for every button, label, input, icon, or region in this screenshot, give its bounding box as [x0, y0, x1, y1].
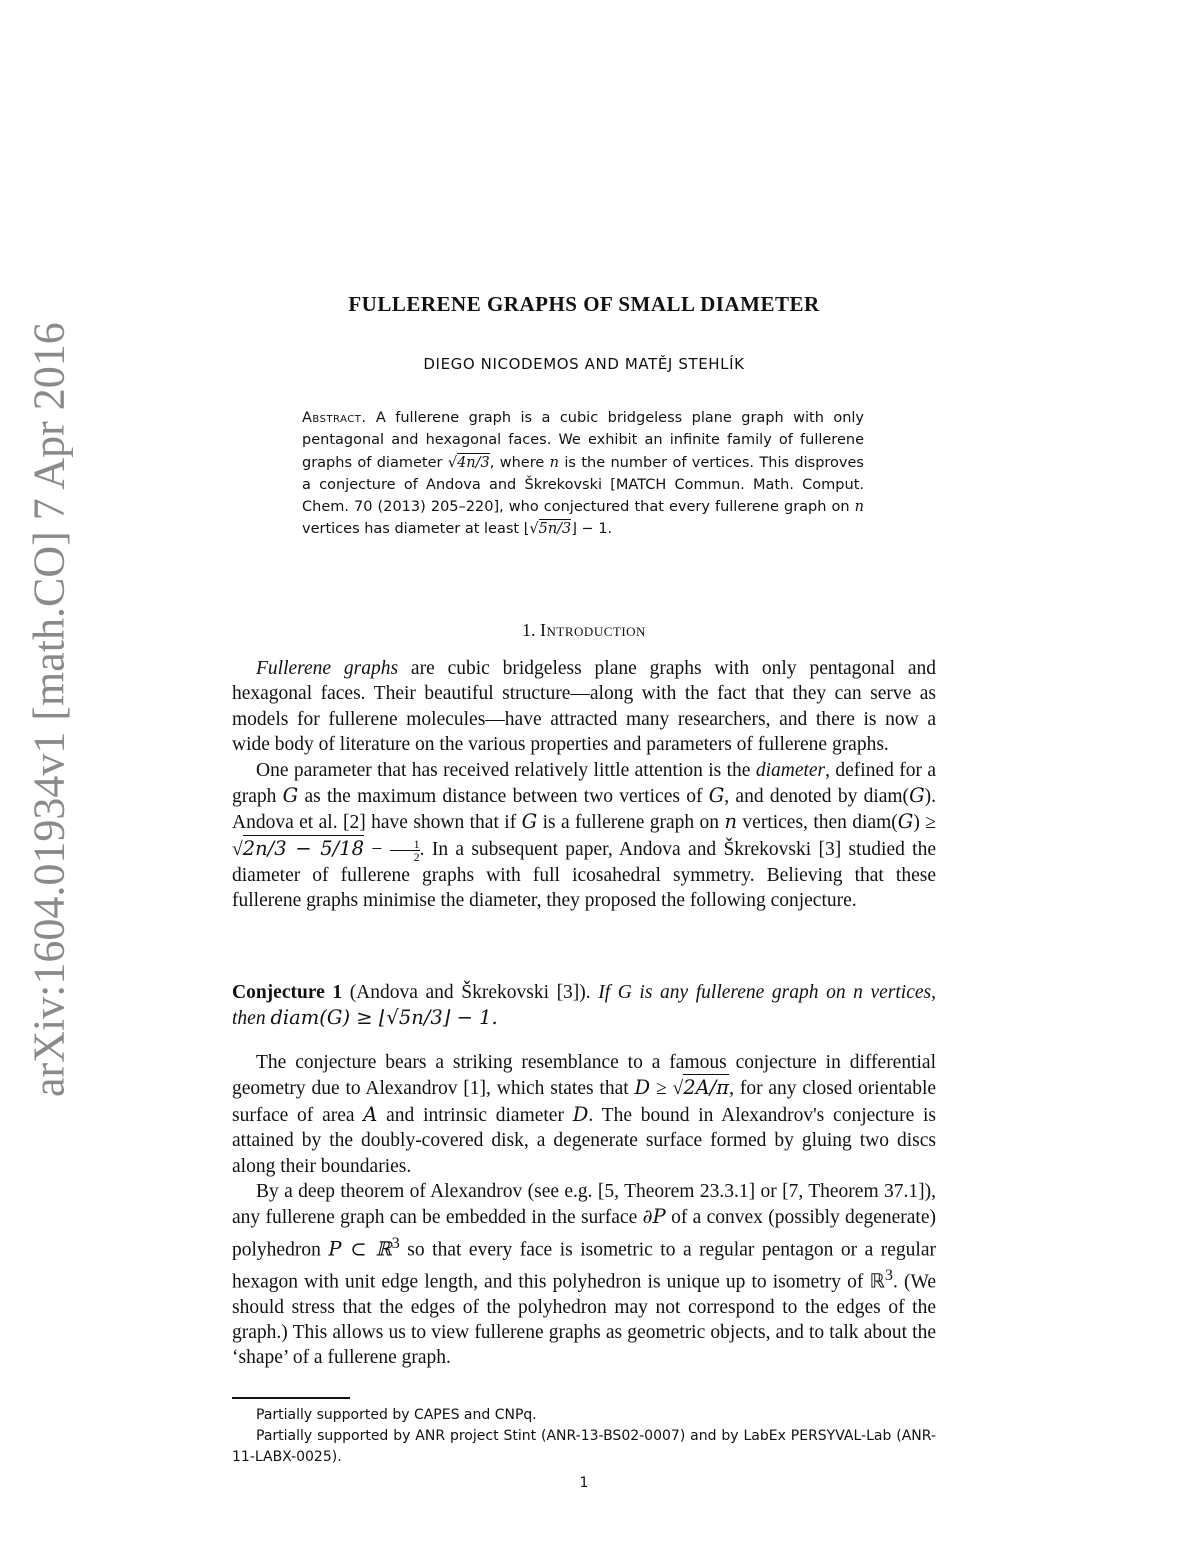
- abstract-text: vertices has diameter at least: [302, 521, 524, 538]
- math-symbol: D: [572, 1102, 589, 1126]
- math-expression: 2A/π: [683, 1076, 730, 1100]
- conjecture-block: [232, 980, 936, 1032]
- math-symbol: n: [724, 810, 738, 834]
- math-symbol: A: [363, 1102, 378, 1126]
- paper-title: FULLERENE GRAPHS OF SMALL DIAMETER: [348, 292, 820, 316]
- footnote: Partially supported by CAPES and CNPq.: [256, 1407, 537, 1423]
- conjecture-math: diam(G) ≥ ⌊√5n/3⌋ − 1.: [270, 1006, 498, 1030]
- footnote-divider: [232, 1397, 350, 1399]
- section-title: Introduction: [540, 620, 646, 640]
- fraction: [390, 838, 420, 863]
- arxiv-identifier-stamp: arXiv:1604.01934v1 [math.CO] 7 Apr 2016: [24, 322, 74, 1098]
- section-number: 1.: [522, 620, 536, 640]
- footnotes: [232, 1405, 936, 1468]
- page-number: 1: [579, 1475, 589, 1491]
- conjecture-label: Conjecture 1: [232, 982, 343, 1003]
- paragraph: The conjecture bears a striking resemblance to a famous conjecture in differential geometry due to Alexandrov [1], which states that D ≥ √2A/π, for any closed orientable surface of area A and intrinsic diameter D. The bound in Alexandrov's conjecture is attained by the doubly-covered disk, a degenerate surface formed by gluing two discs along their boundaries.: [232, 1052, 937, 1177]
- abstract-text: − 1.: [576, 521, 613, 538]
- paragraph-text: , for any closed orientable surface of area: [232, 1078, 937, 1126]
- paragraph: One parameter that has received relatively little attention is the diameter, defined for a graph G as the maximum distance between two vertices of G, and denoted by diam(G). Andova et al. [2] have shown that if G is a fullerene graph on n vertices, then diam(G) ≥ √2n/3 − 5/18 − $\frac{1}{2}$ . In a subsequent paper, Andova and Škrekovski [3] studied the diameter of fullerene graphs with full icosahedral symmetry. Believing that these fullerene graphs minimise the diameter, they proposed the following conjecture.: [232, 759, 937, 912]
- paragraph-text: One parameter that has received relatively little attention is the: [256, 759, 756, 781]
- emphasized-term: Fullerene graphs: [256, 658, 399, 679]
- math-symbol: G: [708, 784, 725, 808]
- paragraph-text: ) ≥: [913, 812, 936, 834]
- paragraph-text: By a deep theorem of Alexandrov (see e.g. [5, Theorem 23.3.1] or [7, Theorem 37.1]), any fullerene graph can be embedded in the surface: [232, 1181, 936, 1229]
- paragraph-text: so that every face is isometric to a regular pentagon or a regular hexagon with unit edge length, and this polyhedron is unique up to isometry of ℝ: [232, 1239, 936, 1293]
- paragraph-text: . The bound in Alexandrov's conjecture is attained by the doubly-covered disk, a degenerate surface formed by gluing two discs along their boundaries.: [232, 1104, 937, 1177]
- introduction-body-continued: [232, 1050, 936, 1371]
- paragraph-text: . In a subsequent paper, Andova and Škrekovski [3] studied the diameter of fullerene graphs with full icosahedral symmetry. Believing that these fullerene graphs minimise the diameter, they proposed the following conjecture.: [232, 838, 936, 912]
- math-expression: 2n/3 − 5/18: [242, 836, 365, 860]
- abstract-math: n: [854, 499, 864, 516]
- paragraph-text: , defined for a graph: [232, 759, 936, 808]
- paper-authors: DIEGO NICODEMOS AND MATĚJ STEHLÍK: [423, 355, 745, 373]
- paragraph-text: . (We should stress that the edges of the polyhedron may not correspond to the edges of the graph.) This allows us to view fullerene graphs as geometric objects, and to talk about the ‘shape’ of a fullerene graph.: [232, 1271, 936, 1369]
- paragraph-text: ). Andova et al. [2] have shown that if: [232, 786, 937, 834]
- section-heading: [0, 620, 1168, 641]
- math-symbol: G: [897, 810, 914, 834]
- paragraph-text: , and denoted by diam(: [724, 786, 910, 808]
- math-symbol: G: [282, 784, 299, 808]
- paragraph-text: vertices, then diam(: [737, 812, 898, 834]
- abstract-math: 5n/3: [538, 521, 572, 538]
- conjecture-statement: If G is any fullerene graph on n vertices, then: [232, 982, 936, 1030]
- abstract-text: A fullerene graph is a cubic bridgeless plane graph with only pentagonal and hexagonal faces. We exhibit an infinite family of fullerene graphs of diameter: [302, 410, 865, 471]
- abstract-text: is the number of vertices. This disproves a conjecture of Andova and Škrekovski [MATCH Commun. Math. Comput. Chem. 70 (2013) 205–220], who conjectured that every fullerene graph on: [302, 454, 864, 516]
- math-symbol: D: [634, 1076, 651, 1100]
- paragraph: [232, 1179, 936, 1371]
- conjecture: [232, 980, 936, 1032]
- footnote: Partially supported by ANR project Stint (ANR-13-BS02-0007) and by LabEx PERSYVAL-Lab (ANR-11-LABX-0025).: [232, 1428, 936, 1465]
- superscript: 3: [391, 1233, 400, 1252]
- abstract: Abstract. A fullerene graph is a cubic bridgeless plane graph with only pentagonal and hexagonal faces. We exhibit an infinite family of fullerene graphs of diameter √4n/3, where n is the number of vertices. This disproves a conjecture of Andova and Škrekovski [MATCH Commun. Math. Comput. Chem. 70 (2013) 205–220], who conjectured that every fullerene graph on n vertices has diameter at least ⌊√5n/3⌋ − 1.: [302, 410, 865, 538]
- emphasized-term: diameter: [755, 759, 826, 781]
- math-symbol: ∂P: [642, 1205, 666, 1229]
- fraction-denominator: 2: [413, 849, 420, 864]
- math-symbol: G: [909, 784, 925, 808]
- paragraph-text: ≥: [650, 1078, 673, 1100]
- math-expression: P ⊂ ℝ: [328, 1237, 392, 1261]
- abstract-text: , where: [489, 454, 550, 471]
- paragraph-text: as the maximum distance between two vertices of: [298, 786, 709, 808]
- fraction-numerator: 1: [390, 838, 420, 851]
- superscript: 3: [884, 1265, 894, 1284]
- paragraph: [232, 656, 936, 758]
- conjecture-attribution: (Andova and Škrekovski [3]).: [342, 982, 591, 1003]
- paragraph-text: is a fullerene graph on: [537, 812, 725, 834]
- paragraph-text: and intrinsic diameter: [377, 1104, 573, 1126]
- math-symbol: G: [521, 810, 538, 834]
- paragraph-text: The conjecture bears a striking resemblance to a famous conjecture in differential geometry due to Alexandrov [1], which states that: [232, 1052, 936, 1100]
- paragraph-text: −: [364, 838, 390, 860]
- abstract-label: Abstract.: [302, 410, 367, 426]
- paragraph-text: of a convex (possibly degenerate) polyhedron: [232, 1207, 936, 1261]
- abstract-math: 4n/3: [457, 454, 490, 471]
- introduction-body: [232, 656, 936, 914]
- abstract-math: n: [549, 454, 559, 471]
- paragraph-text: are cubic bridgeless plane graphs with only pentagonal and hexagonal faces. Their beautiful structure—along with the fact that they can serve as models for fullerene molecules—have attracted many researchers, and there is now a wide body of literature on the various properties and parameters of fullerene graphs.: [232, 658, 936, 756]
